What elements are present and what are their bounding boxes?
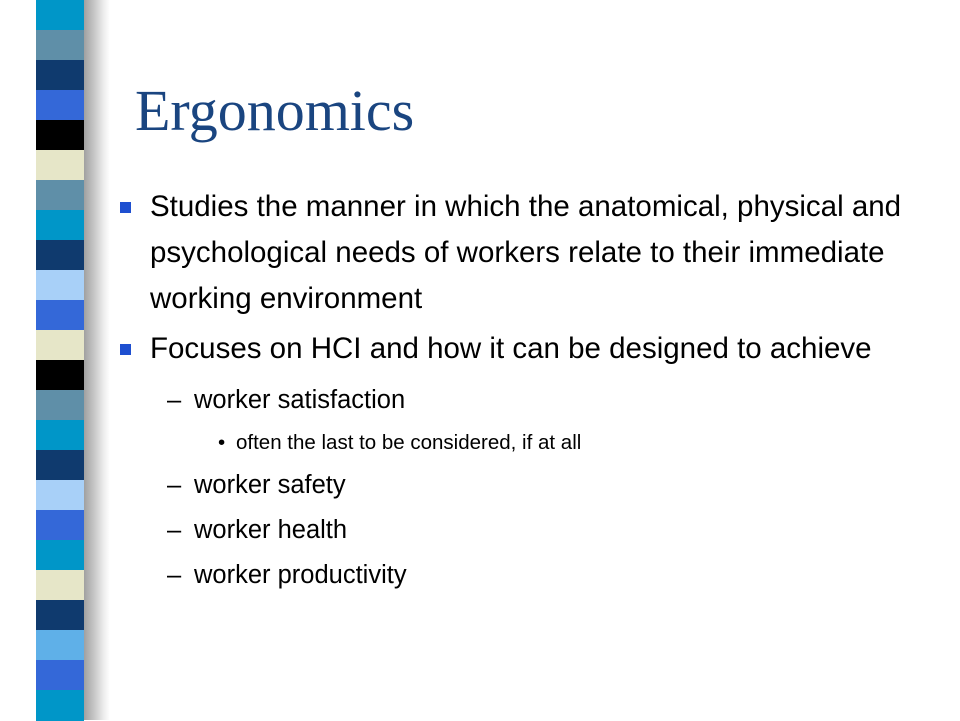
sub-bullet-item bbox=[150, 463, 918, 508]
stripe-segment bbox=[36, 540, 84, 571]
stripe-segment bbox=[36, 330, 84, 361]
decorative-stripe-bar bbox=[36, 0, 84, 720]
stripe-segment bbox=[36, 690, 84, 721]
bullet-text: Studies the manner in which the anatomical, physical and psychological needs of workers relate to their immediate working environment bbox=[150, 190, 902, 315]
stripe-segment bbox=[36, 360, 84, 391]
stripe-segment bbox=[36, 0, 84, 31]
stripe-segment bbox=[36, 210, 84, 241]
bullet-list bbox=[118, 184, 918, 602]
bullet-item bbox=[118, 184, 918, 322]
stripe-segment bbox=[36, 570, 84, 601]
dash-marker: – bbox=[167, 471, 182, 499]
sub-sub-bullet-item bbox=[194, 423, 918, 463]
stripe-segment bbox=[36, 300, 84, 331]
sub-bullet-item bbox=[150, 508, 918, 553]
stripe-segment bbox=[36, 420, 84, 451]
sub-bullet-text: worker satisfaction bbox=[194, 386, 406, 414]
sub-bullet-text: worker health bbox=[194, 516, 348, 544]
dot-marker: • bbox=[218, 431, 226, 454]
stripe-segment bbox=[36, 240, 84, 271]
stripe-segment bbox=[36, 270, 84, 301]
dash-marker: – bbox=[167, 386, 182, 414]
stripe-segment bbox=[36, 600, 84, 631]
sub-sub-bullet-text: often the last to be considered, if at all bbox=[236, 431, 582, 454]
stripe-segment bbox=[36, 30, 84, 61]
stripe-segment bbox=[36, 450, 84, 481]
stripe-segment bbox=[36, 60, 84, 91]
sub-bullet-text: worker productivity bbox=[194, 561, 407, 589]
stripe-segment bbox=[36, 120, 84, 151]
stripe-segment bbox=[36, 90, 84, 121]
sub-bullet-item bbox=[150, 553, 918, 598]
bullet-text: Focuses on HCI and how it can be designed to achieve bbox=[150, 332, 872, 365]
square-bullet-icon bbox=[120, 344, 131, 355]
sub-bullet-list bbox=[150, 378, 918, 598]
dash-marker: – bbox=[167, 516, 182, 544]
sub-bullet-item bbox=[150, 378, 918, 463]
sub-sub-bullet-list bbox=[194, 423, 918, 463]
square-bullet-icon bbox=[120, 202, 131, 213]
stripe-segment bbox=[36, 660, 84, 691]
stripe-segment bbox=[36, 180, 84, 211]
bullet-item bbox=[118, 326, 918, 598]
stripe-shadow bbox=[84, 0, 110, 720]
stripe-segment bbox=[36, 480, 84, 511]
slide-title: Ergonomics bbox=[135, 78, 415, 143]
stripe-segment bbox=[36, 390, 84, 421]
stripe-segment bbox=[36, 630, 84, 661]
stripe-segment bbox=[36, 510, 84, 541]
stripe-segment bbox=[36, 150, 84, 181]
sub-bullet-text: worker safety bbox=[194, 471, 346, 499]
dash-marker: – bbox=[167, 561, 182, 589]
